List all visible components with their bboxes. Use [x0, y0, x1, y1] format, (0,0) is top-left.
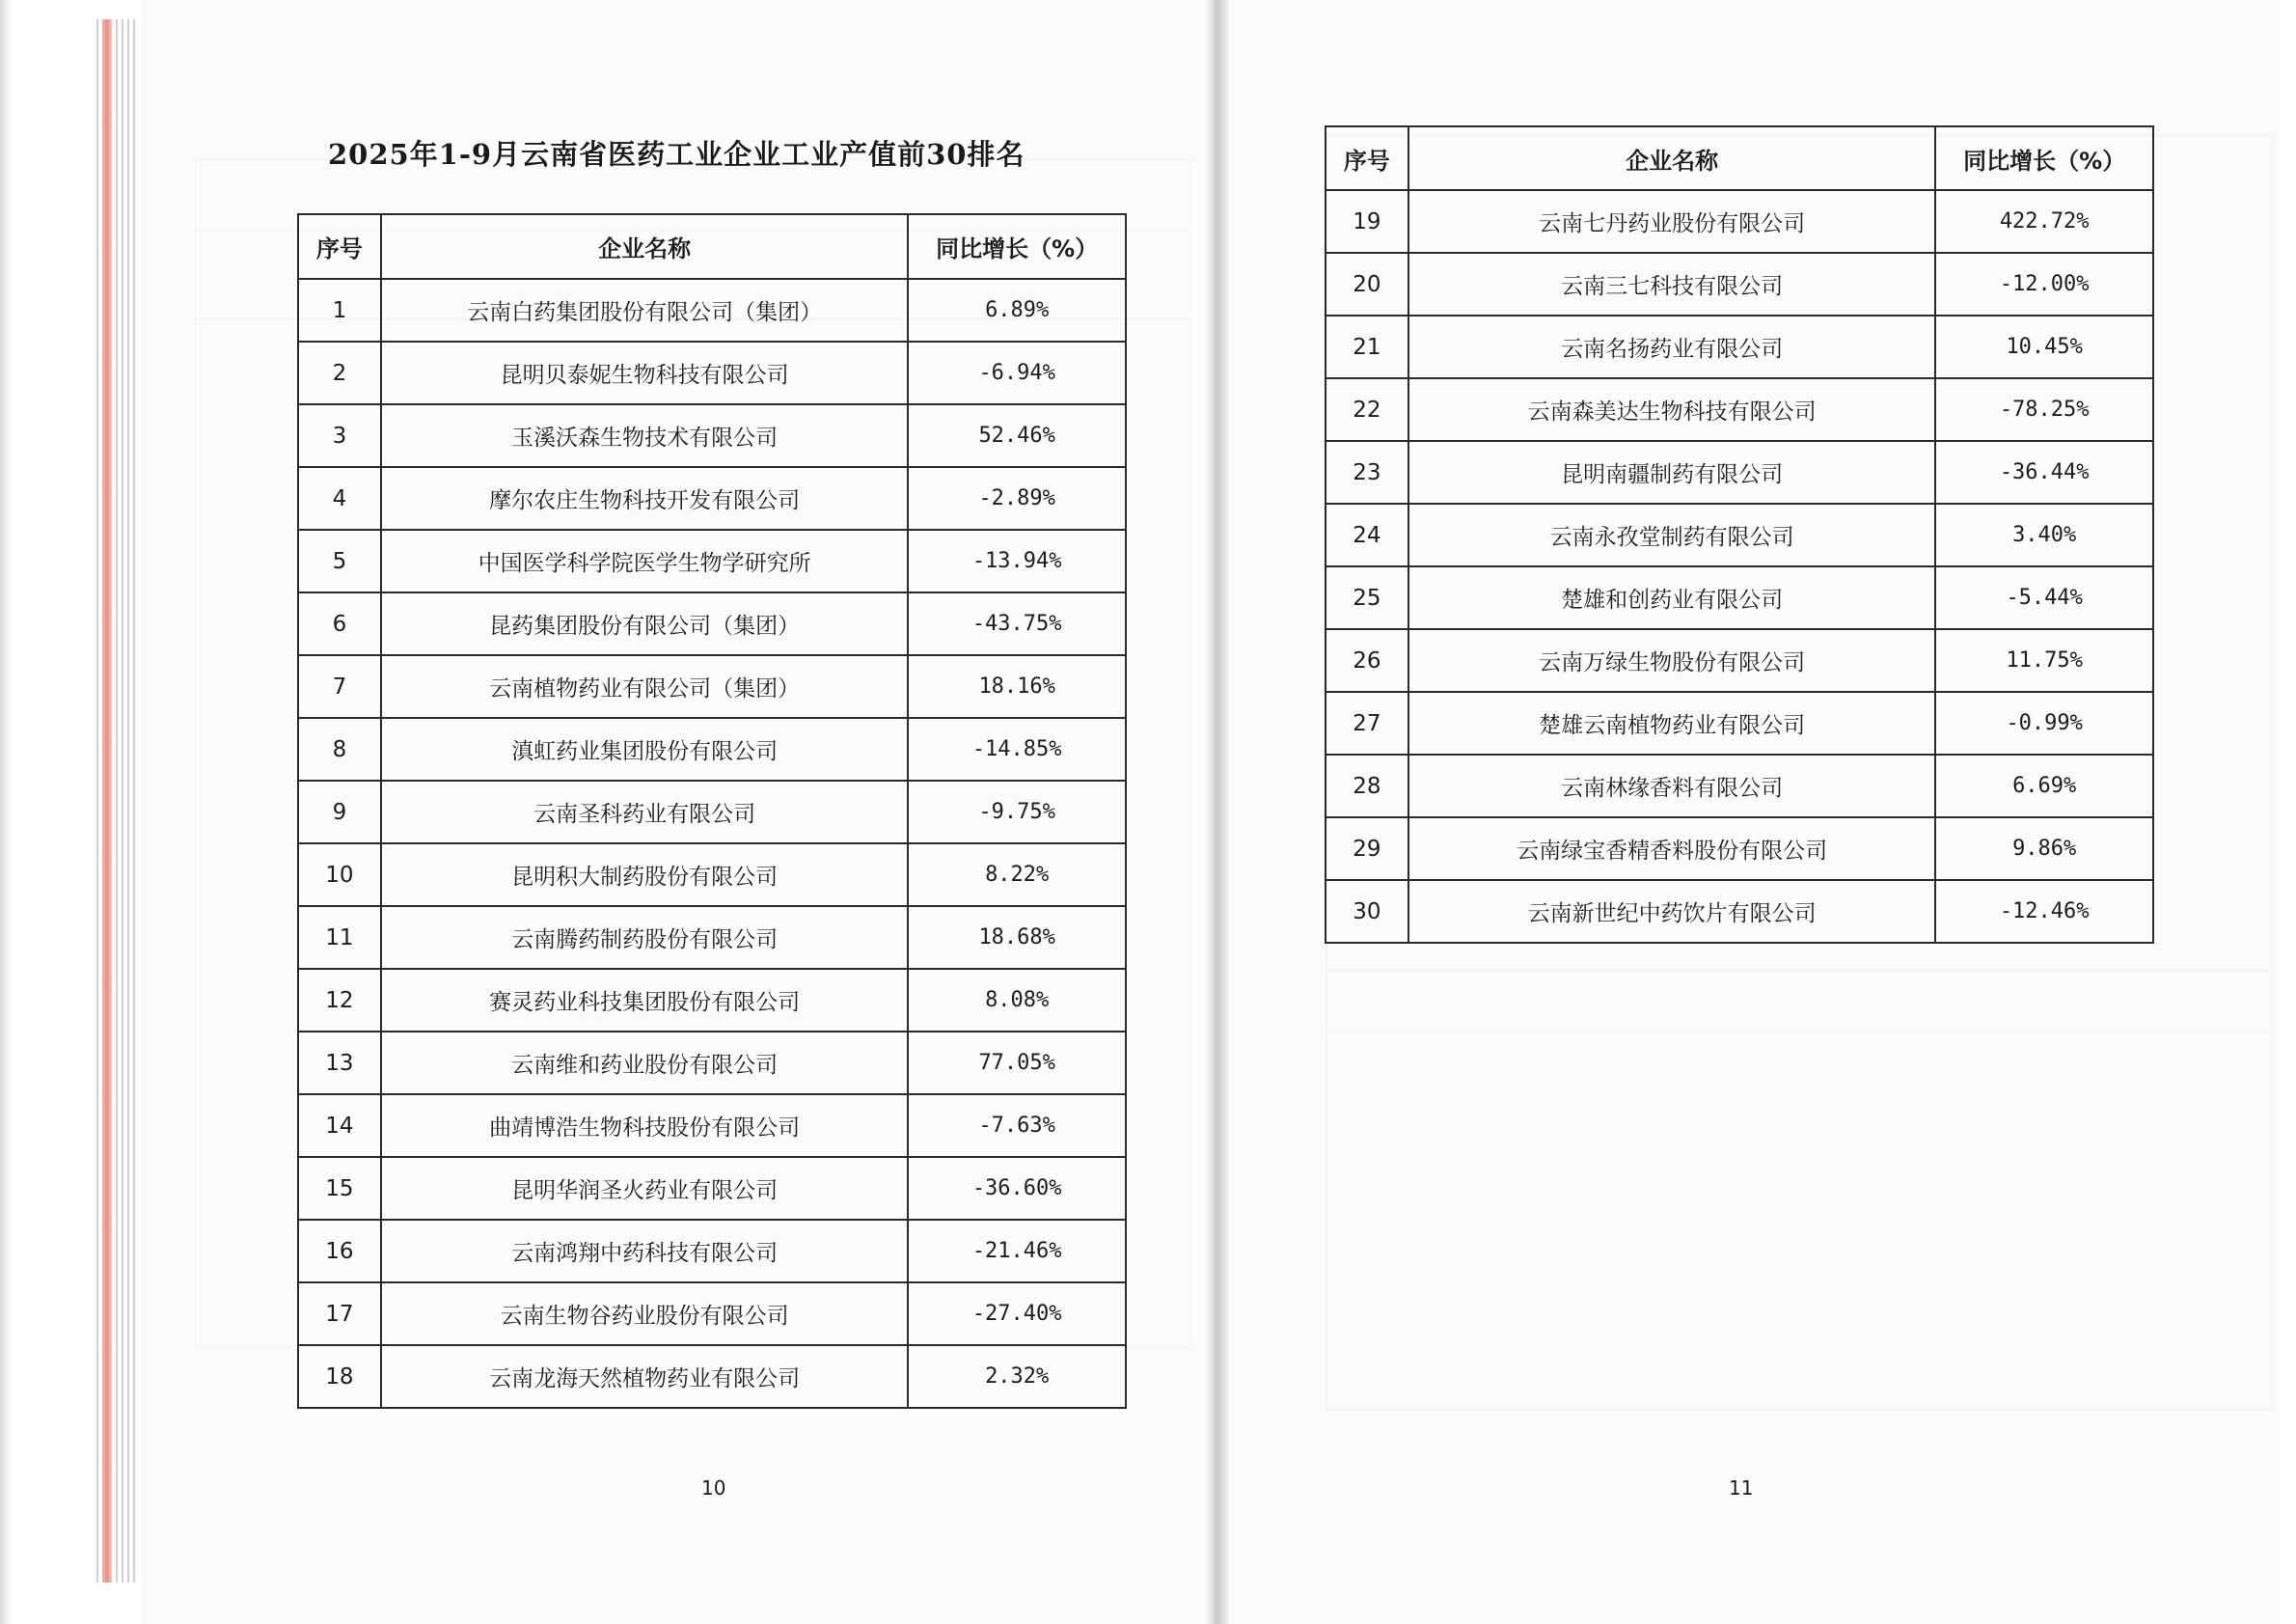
rank-cell: 1	[298, 279, 381, 342]
company-name-cell: 昆明南疆制药有限公司	[1408, 441, 1936, 504]
company-name-cell: 云南三七科技有限公司	[1408, 253, 1936, 316]
company-name-cell: 昆明华润圣火药业有限公司	[381, 1157, 909, 1220]
growth-cell: 422.72%	[1935, 190, 2153, 253]
table-row	[298, 1094, 1126, 1157]
rank-cell: 30	[1326, 880, 1408, 943]
rank-cell: 13	[298, 1032, 381, 1094]
table-row	[298, 781, 1126, 843]
growth-cell: 8.08%	[908, 969, 1126, 1032]
rank-cell: 14	[298, 1094, 381, 1157]
table-row	[1326, 629, 2153, 692]
table-row	[1326, 566, 2153, 629]
red-page-edge	[102, 19, 112, 1583]
growth-cell: 18.68%	[908, 906, 1126, 969]
table-row	[298, 1345, 1126, 1408]
table-row	[298, 530, 1126, 592]
growth-cell: -21.46%	[908, 1220, 1126, 1282]
growth-cell: -0.99%	[1935, 692, 2153, 755]
growth-cell: 3.40%	[1935, 504, 2153, 566]
rank-cell: 7	[298, 655, 381, 718]
table-row	[1326, 504, 2153, 566]
company-name-cell: 云南白药集团股份有限公司（集团）	[381, 279, 909, 342]
table-row	[298, 906, 1126, 969]
book-gutter	[1206, 0, 1229, 1624]
rank-cell: 4	[298, 467, 381, 530]
growth-cell: 2.32%	[908, 1345, 1126, 1408]
growth-cell: -36.44%	[1935, 441, 2153, 504]
company-name-cell: 昆药集团股份有限公司（集团）	[381, 592, 909, 655]
company-name-cell: 云南永孜堂制药有限公司	[1408, 504, 1936, 566]
company-name-cell: 楚雄和创药业有限公司	[1408, 566, 1936, 629]
company-name-cell: 摩尔农庄生物科技开发有限公司	[381, 467, 909, 530]
rank-cell: 27	[1326, 692, 1408, 755]
bleed-through-line	[1326, 1032, 2272, 1033]
company-name-cell: 昆明积大制药股份有限公司	[381, 843, 909, 906]
rank-cell: 11	[298, 906, 381, 969]
company-name-cell: 云南圣科药业有限公司	[381, 781, 909, 843]
rank-cell: 12	[298, 969, 381, 1032]
company-name-cell: 云南万绿生物股份有限公司	[1408, 629, 1936, 692]
growth-cell: 52.46%	[908, 404, 1126, 467]
rank-cell: 26	[1326, 629, 1408, 692]
page-number-right: 11	[1729, 1476, 1754, 1500]
rank-cell: 15	[298, 1157, 381, 1220]
company-name-cell: 云南鸿翔中药科技有限公司	[381, 1220, 909, 1282]
table-header-row	[298, 214, 1126, 279]
bleed-through-line	[1326, 970, 2272, 971]
growth-cell: -12.00%	[1935, 253, 2153, 316]
growth-cell: -9.75%	[908, 781, 1126, 843]
header-growth: 同比增长（%）	[908, 214, 1126, 279]
growth-cell: 8.22%	[908, 843, 1126, 906]
rank-cell: 24	[1326, 504, 1408, 566]
company-name-cell: 中国医学科学院医学生物学研究所	[381, 530, 909, 592]
table-row	[298, 718, 1126, 781]
table-row	[1326, 755, 2153, 817]
header-company: 企业名称	[1408, 126, 1936, 190]
company-name-cell: 昆明贝泰妮生物科技有限公司	[381, 342, 909, 404]
header-growth: 同比增长（%）	[1935, 126, 2153, 190]
growth-cell: 6.89%	[908, 279, 1126, 342]
company-name-cell: 赛灵药业科技集团股份有限公司	[381, 969, 909, 1032]
header-rank: 序号	[298, 214, 381, 279]
growth-cell: -2.89%	[908, 467, 1126, 530]
rank-cell: 23	[1326, 441, 1408, 504]
growth-cell: 11.75%	[1935, 629, 2153, 692]
growth-cell: 77.05%	[908, 1032, 1126, 1094]
company-name-cell: 云南名扬药业有限公司	[1408, 316, 1936, 378]
page-stack-edge	[96, 19, 141, 1583]
table-row	[1326, 817, 2153, 880]
growth-cell: -7.63%	[908, 1094, 1126, 1157]
table-row	[298, 1282, 1126, 1345]
table-row	[1326, 378, 2153, 441]
table-row	[298, 1032, 1126, 1094]
table-row	[298, 279, 1126, 342]
table-row	[298, 655, 1126, 718]
company-name-cell: 云南绿宝香精香料股份有限公司	[1408, 817, 1936, 880]
table-row	[1326, 190, 2153, 253]
rank-cell: 10	[298, 843, 381, 906]
rank-cell: 22	[1326, 378, 1408, 441]
table-row	[298, 843, 1126, 906]
company-name-cell: 云南维和药业股份有限公司	[381, 1032, 909, 1094]
table-row	[298, 342, 1126, 404]
header-company: 企业名称	[381, 214, 909, 279]
company-name-cell: 玉溪沃森生物技术有限公司	[381, 404, 909, 467]
growth-cell: -6.94%	[908, 342, 1126, 404]
table-row	[298, 467, 1126, 530]
growth-cell: -36.60%	[908, 1157, 1126, 1220]
growth-cell: 18.16%	[908, 655, 1126, 718]
table-row	[1326, 692, 2153, 755]
company-name-cell: 云南林缘香料有限公司	[1408, 755, 1936, 817]
company-name-cell: 云南新世纪中药饮片有限公司	[1408, 880, 1936, 943]
rank-cell: 6	[298, 592, 381, 655]
rank-cell: 17	[298, 1282, 381, 1345]
company-name-cell: 云南腾药制药股份有限公司	[381, 906, 909, 969]
growth-cell: -78.25%	[1935, 378, 2153, 441]
table-row	[1326, 880, 2153, 943]
table-row	[1326, 316, 2153, 378]
company-name-cell: 云南植物药业有限公司（集团）	[381, 655, 909, 718]
rank-cell: 2	[298, 342, 381, 404]
table-row	[298, 592, 1126, 655]
company-name-cell: 滇虹药业集团股份有限公司	[381, 718, 909, 781]
growth-cell: 9.86%	[1935, 817, 2153, 880]
scan-border	[0, 0, 12, 1624]
rank-cell: 5	[298, 530, 381, 592]
rank-cell: 9	[298, 781, 381, 843]
rank-cell: 25	[1326, 566, 1408, 629]
table-row	[298, 1157, 1126, 1220]
rank-cell: 19	[1326, 190, 1408, 253]
rank-cell: 3	[298, 404, 381, 467]
growth-cell: -14.85%	[908, 718, 1126, 781]
company-name-cell: 云南龙海天然植物药业有限公司	[381, 1345, 909, 1408]
company-name-cell: 云南森美达生物科技有限公司	[1408, 378, 1936, 441]
rank-cell: 20	[1326, 253, 1408, 316]
company-name-cell: 楚雄云南植物药业有限公司	[1408, 692, 1936, 755]
ranking-table-right	[1325, 125, 2154, 944]
rank-cell: 21	[1326, 316, 1408, 378]
header-rank: 序号	[1326, 126, 1408, 190]
rank-cell: 29	[1326, 817, 1408, 880]
company-name-cell: 云南七丹药业股份有限公司	[1408, 190, 1936, 253]
page-number-left: 10	[701, 1476, 726, 1500]
growth-cell: -12.46%	[1935, 880, 2153, 943]
growth-cell: -13.94%	[908, 530, 1126, 592]
company-name-cell: 云南生物谷药业股份有限公司	[381, 1282, 909, 1345]
page-title: 2025年1-9月云南省医药工业企业工业产值前30排名	[328, 138, 1025, 171]
table-row	[1326, 253, 2153, 316]
rank-cell: 8	[298, 718, 381, 781]
rank-cell: 28	[1326, 755, 1408, 817]
table-row	[298, 1220, 1126, 1282]
growth-cell: 10.45%	[1935, 316, 2153, 378]
growth-cell: 6.69%	[1935, 755, 2153, 817]
table-row	[1326, 441, 2153, 504]
rank-cell: 16	[298, 1220, 381, 1282]
growth-cell: -43.75%	[908, 592, 1126, 655]
growth-cell: -27.40%	[908, 1282, 1126, 1345]
ranking-table-left	[297, 213, 1127, 1409]
table-header-row	[1326, 126, 2153, 190]
rank-cell: 18	[298, 1345, 381, 1408]
company-name-cell: 曲靖博浩生物科技股份有限公司	[381, 1094, 909, 1157]
table-row	[298, 969, 1126, 1032]
growth-cell: -5.44%	[1935, 566, 2153, 629]
table-row	[298, 404, 1126, 467]
